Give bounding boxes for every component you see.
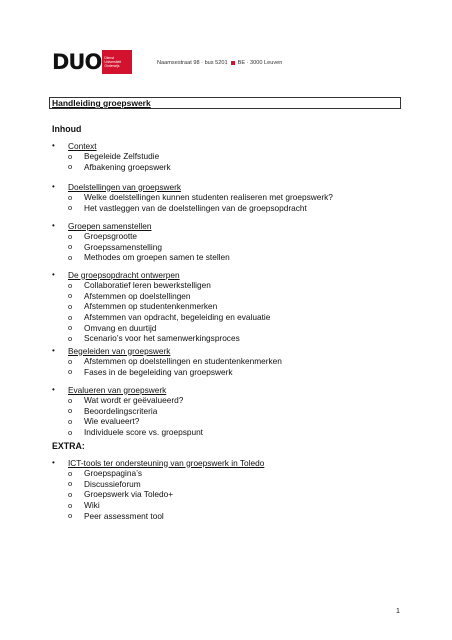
sub-item: Het vastleggen van de doelstellingen van de groepsopdracht: [84, 202, 307, 213]
circle-bullet-icon: o: [68, 162, 73, 172]
section-link[interactable]: Groepen samenstellen: [68, 220, 152, 231]
header-address: [157, 60, 282, 66]
sub-item: Afstemmen op doelstellingen en studentenkenmerken: [84, 356, 282, 367]
toc-section: [52, 140, 412, 172]
circle-bullet-icon: o: [68, 468, 73, 478]
logo-red-box: [102, 50, 132, 74]
toc-section: [52, 269, 412, 344]
circle-bullet-icon: o: [68, 291, 73, 301]
circle-bullet-icon: o: [68, 280, 73, 290]
logo-wordmark: DUO: [52, 49, 102, 74]
toc-section: [52, 345, 412, 377]
circle-bullet-icon: o: [68, 301, 73, 311]
duo-logo: [52, 50, 132, 74]
circle-bullet-icon: o: [68, 312, 73, 322]
circle-bullet-icon: o: [68, 333, 73, 343]
sub-item: Begeleide Zelfstudie: [84, 151, 160, 162]
circle-bullet-icon: o: [68, 500, 73, 510]
sub-item: Groepsgrootte: [84, 231, 138, 242]
bullet-icon: •: [52, 270, 55, 279]
sub-item: Groepspagina’s: [84, 468, 142, 479]
circle-bullet-icon: o: [68, 356, 73, 366]
sub-item: Afstemmen op studentenkenmerken: [84, 301, 218, 312]
section-link[interactable]: ICT-tools ter ondersteuning van groepswerk in Toledo: [68, 457, 265, 468]
circle-bullet-icon: o: [68, 242, 73, 252]
sub-item: Discussieforum: [84, 478, 141, 489]
circle-bullet-icon: o: [68, 252, 73, 262]
circle-bullet-icon: o: [68, 395, 73, 405]
red-square-icon: [231, 61, 235, 65]
section-link[interactable]: Evalueren van groepswerk: [68, 384, 167, 395]
section-link[interactable]: Begeleiden van groepswerk: [68, 345, 171, 356]
bullet-icon: •: [52, 385, 55, 394]
section-link[interactable]: De groepsopdracht ontwerpen: [68, 269, 180, 280]
section-link[interactable]: Doelstellingen van groepswerk: [68, 181, 181, 192]
toc-section-extra: [52, 457, 412, 521]
page-number: 1: [396, 608, 400, 615]
circle-bullet-icon: o: [68, 231, 73, 241]
toc-section: [52, 384, 412, 437]
sub-item: Scenario’s voor het samenwerkingsproces: [84, 333, 240, 344]
toc-section: [52, 181, 412, 213]
circle-bullet-icon: o: [68, 367, 73, 377]
circle-bullet-icon: o: [68, 192, 73, 202]
section-link[interactable]: Context: [68, 140, 97, 151]
bullet-icon: •: [52, 141, 55, 150]
sub-item: Fases in de begeleiding van groepswerk: [84, 366, 233, 377]
sub-item: Welke doelstellingen kunnen studenten realiseren met groepswerk?: [84, 192, 333, 203]
bullet-icon: •: [52, 458, 55, 467]
sub-item: Wat wordt er geëvalueerd?: [84, 395, 184, 406]
logo-box-line: Onderwijs: [104, 64, 120, 69]
toc-section: [52, 220, 412, 263]
sub-item: Afbakening groepswerk: [84, 161, 171, 172]
circle-bullet-icon: o: [68, 323, 73, 333]
circle-bullet-icon: o: [68, 406, 73, 416]
bullet-icon: •: [52, 182, 55, 191]
sub-item: Omvang en duurtijd: [84, 322, 157, 333]
address-street: Naamsestraat 98 · bus 5201: [157, 60, 228, 66]
logo-box-line: Universiteit: [104, 59, 122, 64]
bullet-icon: •: [52, 221, 55, 230]
address-city: BE · 3000 Leuven: [237, 60, 283, 66]
bullet-icon: •: [52, 346, 55, 355]
sub-item: Collaboratief leren bewerkstelligen: [84, 280, 211, 291]
sub-item: Wie evalueert?: [84, 416, 140, 427]
sub-item: Individuele score vs. groepspunt: [84, 427, 203, 438]
sub-item: Methodes om groepen samen te stellen: [84, 252, 230, 263]
document-title: Handleiding groepswerk: [49, 97, 401, 109]
circle-bullet-icon: o: [68, 151, 73, 161]
sub-item: Wiki: [84, 500, 100, 511]
circle-bullet-icon: o: [68, 479, 73, 489]
sub-item: Peer assessment tool: [84, 510, 164, 521]
circle-bullet-icon: o: [68, 489, 73, 499]
inhoud-heading: Inhoud: [52, 124, 82, 134]
circle-bullet-icon: o: [68, 511, 73, 521]
circle-bullet-icon: o: [68, 203, 73, 213]
sub-item: Groepswerk via Toledo+: [84, 489, 174, 500]
logo-box-line: Dienst: [104, 55, 114, 60]
sub-item: Afstemmen op doelstellingen: [84, 290, 191, 301]
sub-item: Beoordelingscriteria: [84, 405, 158, 416]
extra-heading: EXTRA:: [52, 441, 85, 451]
circle-bullet-icon: o: [68, 416, 73, 426]
sub-item: Afstemmen van opdracht, begeleiding en evaluatie: [84, 312, 271, 323]
circle-bullet-icon: o: [68, 427, 73, 437]
sub-item: Groepssamenstelling: [84, 241, 162, 252]
